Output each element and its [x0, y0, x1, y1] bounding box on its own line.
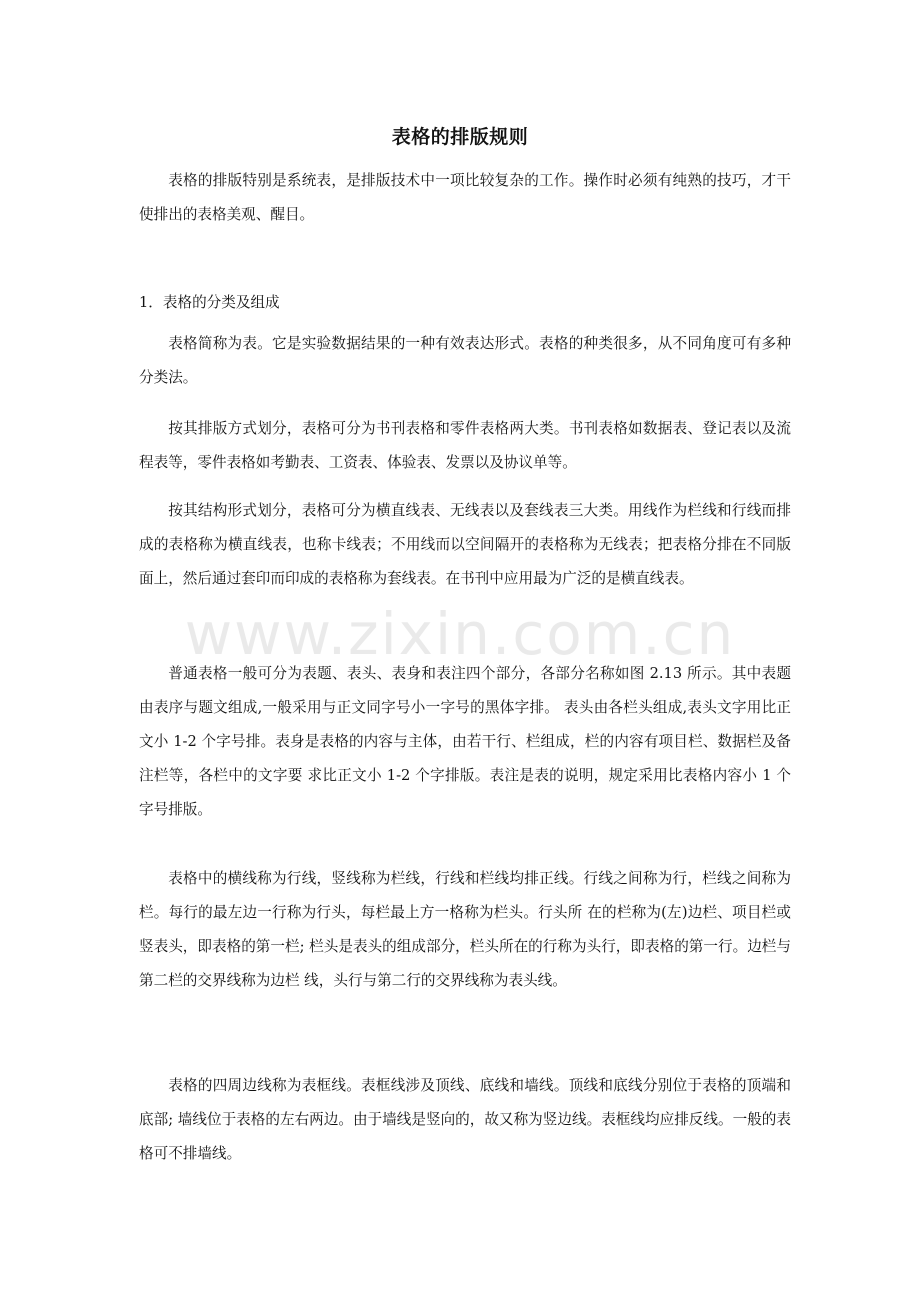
paragraph-2: 按其排版方式划分，表格可分为书刊表格和零件表格两大类。书刊表格如数据表、登记表以及流程表等，零件表格如考勤表、工资表、体验表、发票以及协议单等。: [139, 420, 791, 471]
intro-paragraph: 表格的排版特别是系统表，是排版技术中一项比较复杂的工作。操作时必须有纯熟的技巧，才干使排出的表格美观、醒目。: [139, 172, 791, 223]
paragraph-6: 表格的四周边线称为表框线。表框线涉及顶线、底线和墙线。顶线和底线分别位于表格的顶端和底部; 墙线位于表格的左右两边。由于墙线是竖向的，故又称为竖边线。表框线均应排反线。一般的表格可不排墙线。: [139, 1077, 791, 1162]
paragraph-1: 表格简称为表。它是实验数据结果的一种有效表达形式。表格的种类很多，从不同角度可有多种分类法。: [139, 335, 791, 386]
paragraph-4: 普通表格一般可分为表题、表头、表身和表注四个部分，各部分名称如图 2.13 所示。其中表题由表序与题文组成,一般采用与正文同字号小一字号的黑体字排。 表头由各栏头组成,表头文字用比正文小 1-2 个字号排。表身是表格的内容与主体，由若干行、栏组成，栏的内容有项目栏、数据栏及备注栏等，各栏中的文字要 求比正文小 1-2 个字排版。表注是表的说明，规定采用比表格内容小 1 个字号排版。: [139, 665, 791, 818]
watermark: www.zixin.com.cn: [184, 600, 736, 668]
section-heading: 1．表格的分类及组成: [139, 294, 280, 311]
paragraph-5: 表格中的横线称为行线，竖线称为栏线，行线和栏线均排正线。行线之间称为行，栏线之间称为栏。每行的最左边一行称为行头，每栏最上方一格称为栏头。行头所 在的栏称为(左)边栏、项目栏或竖表头，即表格的第一栏; 栏头是表头的组成部分，栏头所在的行称为头行，即表格的第一行。边栏与第二栏的交界线称为边栏 线，头行与第二行的交界线称为表头线。: [139, 870, 791, 989]
paragraph-3: 按其结构形式划分，表格可分为横直线表、无线表以及套线表三大类。用线作为栏线和行线而排成的表格称为横直线表，也称卡线表；不用线而以空间隔开的表格称为无线表；把表格分排在不同版面上，然后通过套印而印成的表格称为套线表。在书刊中应用最为广泛的是横直线表。: [139, 502, 791, 587]
page-title: 表格的排版规则: [391, 126, 529, 148]
